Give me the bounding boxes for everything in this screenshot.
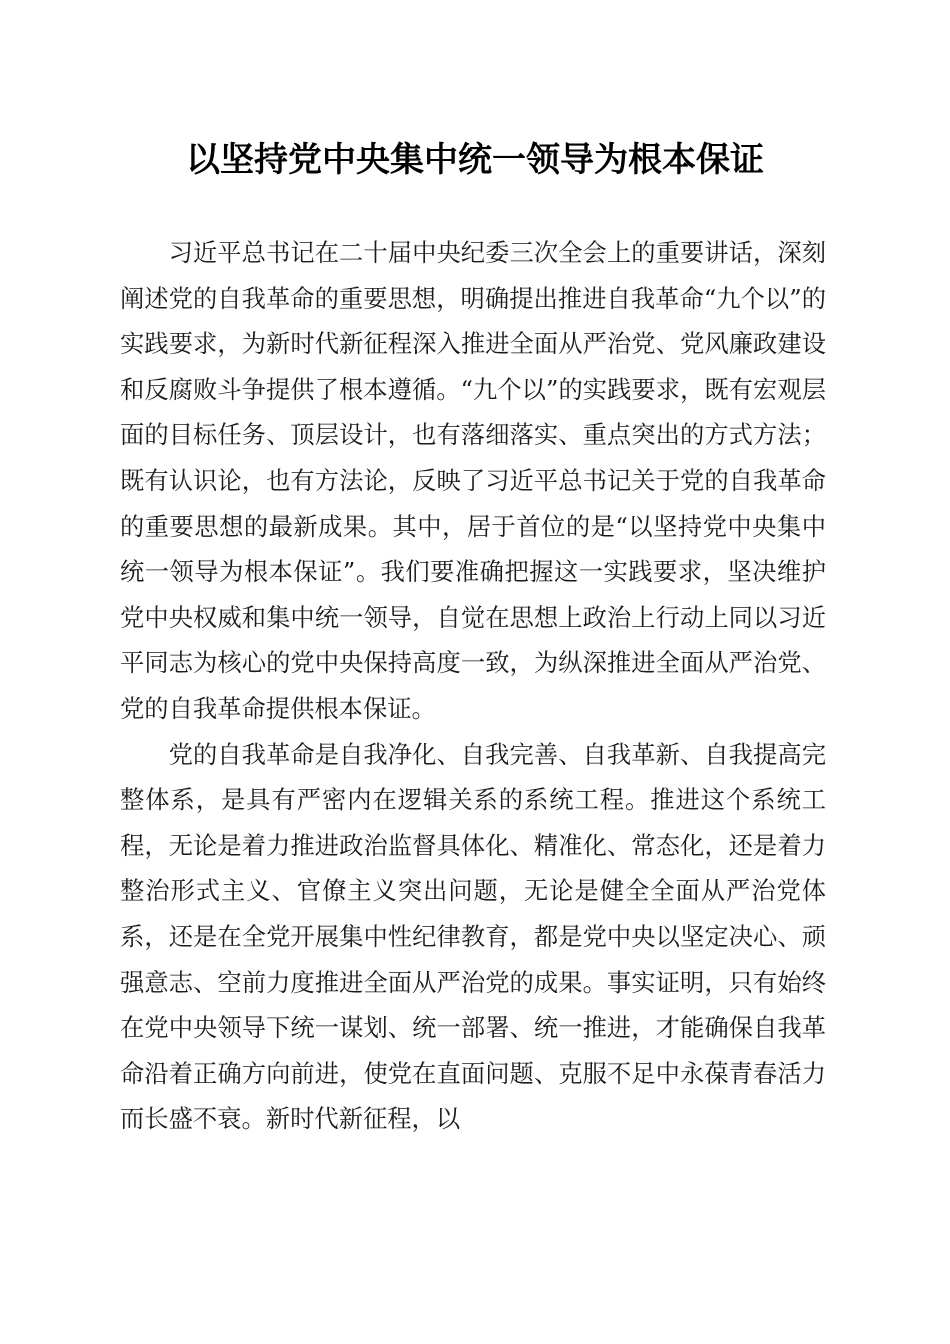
paragraph-2: 党的自我革命是自我净化、自我完善、自我革新、自我提高完整体系，是具有严密内在逻辑关系的系统工程。推进这个系统工程，无论是着力推进政治监督具体化、精准化、常态化，还是着力整治形式主义、官僚主义突出问题，无论是健全全面从严治党体系，还是在全党开展集中性纪律教育，都是党中央以坚定决心、顽强意志、空前力度推进全面从严治党的成果。事实证明，只有始终在党中央领导下统一谋划、统一部署、统一推进，才能确保自我革命沿着正确方向前进，使党在直面问题、克服不足中永葆青春活力而长盛不衰。新时代新征程，以 (120, 739, 826, 1134)
document-body (120, 230, 826, 1142)
document-title: 以坚持党中央集中统一领导为根本保证 (186, 140, 764, 180)
paragraph-1: 习近平总书记在二十届中央纪委三次全会上的重要讲话，深刻阐述党的自我革命的重要思想，明确提出推进自我革命“九个以”的实践要求，为新时代新征程深入推进全面从严治党、党风廉政建设和反腐败斗争提供了根本遵循。“九个以”的实践要求，既有宏观层面的目标任务、顶层设计，也有落细落实、重点突出的方式方法；既有认识论，也有方法论，反映了习近平总书记关于党的自我革命的重要思想的最新成果。其中，居于首位的是“以坚持党中央集中统一领导为根本保证”。我们要准确把握这一实践要求，坚决维护党中央权威和集中统一领导，自觉在思想上政治上行动上同以习近平同志为核心的党中央保持高度一致，为纵深推进全面从严治党、党的自我革命提供根本保证。 (120, 238, 826, 723)
